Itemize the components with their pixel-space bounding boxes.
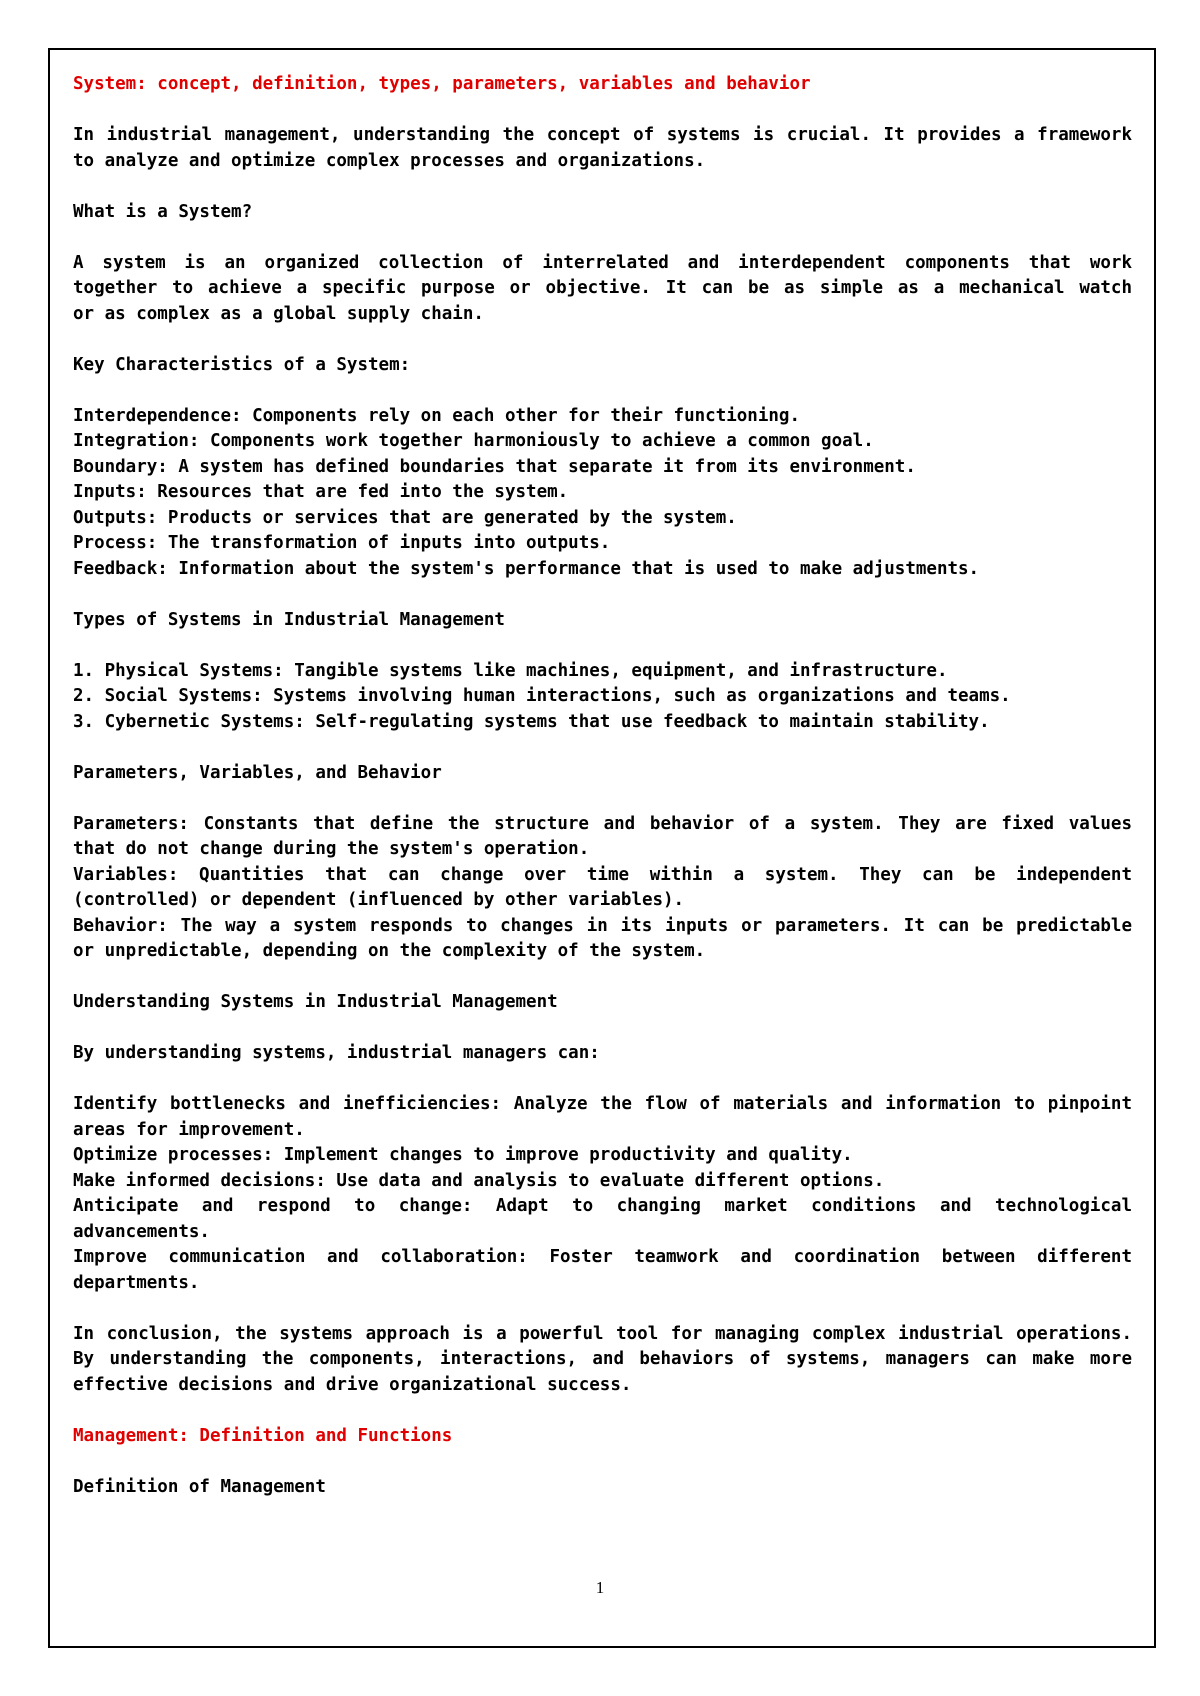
intro-line-2: to analyze and optimize complex processes and organizations. [73, 150, 706, 171]
page-number: 1 [595, 1578, 605, 1597]
list-item: 1. Physical Systems: Tangible systems like machines, equipment, and infrastructure. [73, 660, 948, 681]
definition-line-3: or as complex as a global supply chain. [73, 303, 484, 324]
subheading-parameters: Parameters, Variables, and Behavior [73, 762, 442, 783]
paragraph-line: Identify bottlenecks and inefficiencies: Analyze the flow of materials and information to pinpoint [73, 1094, 1132, 1114]
paragraph-line: that do not change during the system's operation. [73, 839, 590, 859]
paragraph-line: advancements. [73, 1221, 210, 1242]
paragraph-line: In conclusion, the systems approach is a powerful tool for managing complex industrial operations. [73, 1323, 1132, 1344]
section-heading-management: Management: Definition and Functions [73, 1425, 453, 1446]
list-item: 2. Social Systems: Systems involving human interactions, such as organizations and teams. [73, 686, 1011, 706]
list-item: Boundary: A system has defined boundaries that separate it from its environment. [73, 456, 916, 477]
paragraph-line: Behavior: The way a system responds to changes in its inputs or parameters. It can be predictable [73, 915, 1132, 936]
subheading-types-of-systems: Types of Systems in Industrial Management [73, 609, 505, 630]
definition-line-2: together to achieve a specific purpose or objective. It can be as simple as a mechanical watch [73, 278, 1132, 298]
list-item: Inputs: Resources that are fed into the system. [73, 482, 569, 502]
subheading-definition-of-management: Definition of Management [73, 1476, 326, 1497]
paragraph-line: areas for improvement. [73, 1119, 305, 1140]
definition-line-1: A system is an organized collection of interrelated and interdependent components that work [73, 252, 1132, 273]
list-item: 3. Cybernetic Systems: Self-regulating systems that use feedback to maintain stability. [73, 711, 990, 732]
paragraph-line: departments. [73, 1272, 200, 1293]
paragraph-line: Optimize processes: Implement changes to improve productivity and quality. [73, 1145, 853, 1165]
subheading-understanding-systems: Understanding Systems in Industrial Management [73, 992, 558, 1012]
section-heading-system: System: concept, definition, types, parameters, variables and behavior [73, 74, 811, 94]
list-item: Process: The transformation of inputs into outputs. [73, 533, 611, 553]
paragraph-line: Parameters: Constants that define the structure and behavior of a system. They are fixed values [73, 813, 1132, 834]
paragraph-line: or unpredictable, depending on the complexity of the system. [73, 941, 706, 961]
paragraph-line: Make informed decisions: Use data and analysis to evaluate different options. [73, 1170, 885, 1191]
paragraph-line: effective decisions and drive organizational success. [73, 1374, 632, 1395]
list-item: Outputs: Products or services that are generated by the system. [73, 507, 737, 528]
list-item: Interdependence: Components rely on each other for their functioning. [73, 405, 800, 426]
paragraph-line: Variables: Quantities that can change over time within a system. They can be independent [73, 864, 1132, 885]
paragraph-line: (controlled) or dependent (influenced by other variables). [73, 890, 685, 910]
document-body [73, 72, 1132, 1500]
paragraph-line: By understanding systems, industrial managers can: [73, 1043, 600, 1063]
list-item: Feedback: Information about the system's performance that is used to make adjustments. [73, 558, 980, 579]
subheading-what-is-system: What is a System? [73, 201, 253, 222]
intro-line-1: In industrial management, understanding the concept of systems is crucial. It provides a framework [73, 125, 1132, 145]
paragraph-line: Anticipate and respond to change: Adapt to changing market conditions and technological [73, 1196, 1132, 1216]
subheading-key-characteristics: Key Characteristics of a System: [73, 354, 411, 375]
list-item: Integration: Components work together harmoniously to achieve a common goal. [73, 431, 874, 451]
paragraph-line: Improve communication and collaboration: Foster teamwork and coordination between different [73, 1247, 1132, 1267]
paragraph-line: By understanding the components, interactions, and behaviors of systems, managers can make more [73, 1349, 1132, 1369]
